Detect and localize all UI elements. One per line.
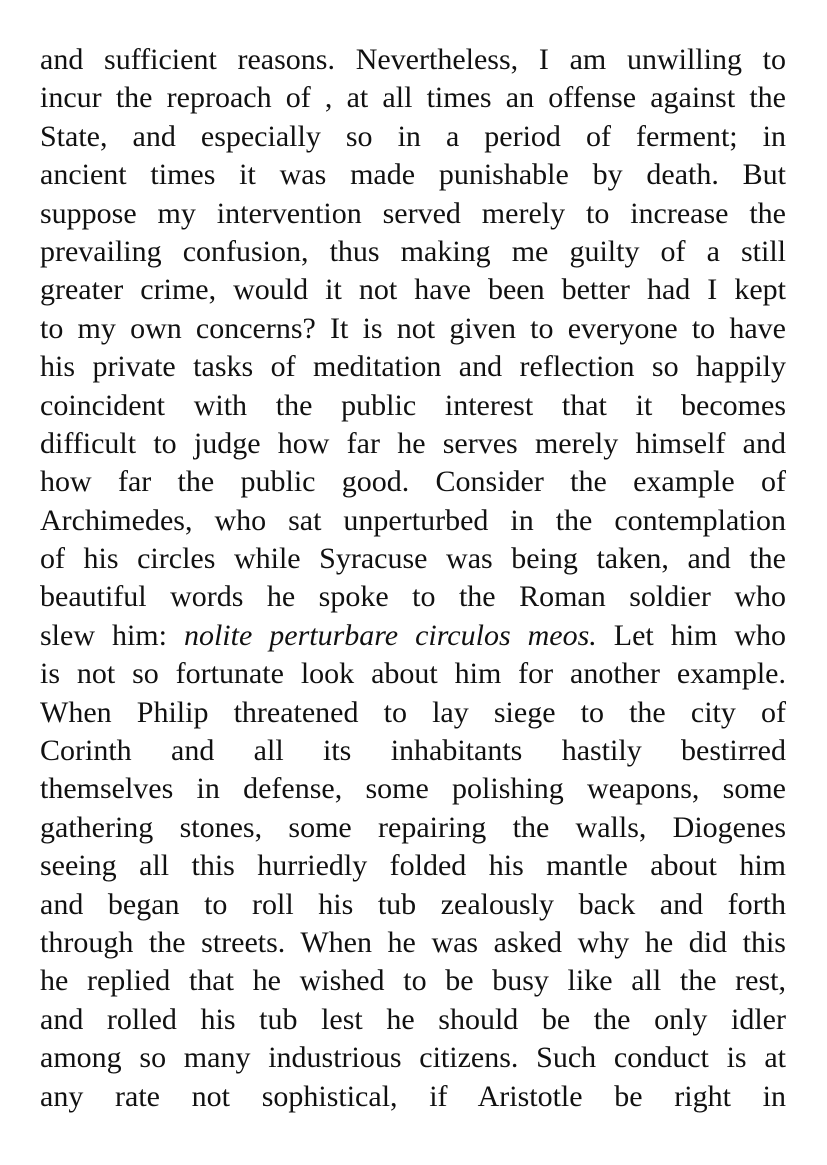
text-line-with-italic bbox=[40, 617, 786, 655]
text-line: is not so fortunate look about him for another example. bbox=[40, 657, 786, 691]
text-line: themselves in defense, some polishing weapons, some bbox=[40, 772, 786, 806]
text-line: ancient times it was made punishable by death. But bbox=[40, 158, 786, 192]
text-line: through the streets. When he was asked why he did this bbox=[40, 925, 786, 959]
text-line: Archimedes, who sat unperturbed in the contemplation bbox=[40, 503, 786, 537]
text-line: suppose my intervention served merely to increase the bbox=[40, 196, 786, 230]
text-line: State, and especially so in a period of ferment; in bbox=[40, 119, 786, 153]
text-line: and sufficient reasons. Nevertheless, I am unwilling to bbox=[40, 43, 786, 76]
text-line: coincident with the public interest that it becomes bbox=[40, 388, 786, 422]
text-line: seeing all this hurriedly folded his mantle about him bbox=[40, 849, 786, 883]
text-line: gathering stones, some repairing the walls, Diogenes bbox=[40, 810, 786, 844]
text-line: how far the public good. Consider the example of bbox=[40, 465, 786, 499]
text-line: incur the reproach of , at all times an offense against the bbox=[40, 81, 786, 115]
text-line: prevailing confusion, thus making me guilty of a still bbox=[40, 234, 786, 268]
text-line: he replied that he wished to be busy like all the rest, bbox=[40, 964, 786, 998]
text-line: any rate not sophistical, if Aristotle be right in bbox=[40, 1079, 786, 1113]
text-line: to my own concerns? It is not given to everyone to have bbox=[40, 311, 786, 345]
text-line: his private tasks of meditation and reflection so happily bbox=[40, 350, 786, 384]
text-line: and rolled his tub lest he should be the only idler bbox=[40, 1002, 786, 1036]
text-line: beautiful words he spoke to the Roman soldier who bbox=[40, 580, 786, 614]
body-text bbox=[40, 41, 786, 1116]
text-line: When Philip threatened to lay siege to the city of bbox=[40, 695, 786, 729]
text-segment: slew him: bbox=[40, 618, 184, 652]
text-line: and began to roll his tub zealously back and forth bbox=[40, 887, 786, 921]
text-line: Corinth and all its inhabitants hastily bestirred bbox=[40, 734, 786, 768]
text-segment: Let him who bbox=[596, 618, 787, 652]
latin-quotation: nolite perturbare circulos meos. bbox=[183, 618, 597, 652]
text-line: of his circles while Syracuse was being taken, and the bbox=[40, 542, 786, 576]
text-line: greater crime, would it not have been better had I kept bbox=[40, 273, 786, 307]
text-line: difficult to judge how far he serves merely himself and bbox=[40, 426, 786, 460]
text-line: among so many industrious citizens. Such conduct is at bbox=[40, 1041, 786, 1075]
